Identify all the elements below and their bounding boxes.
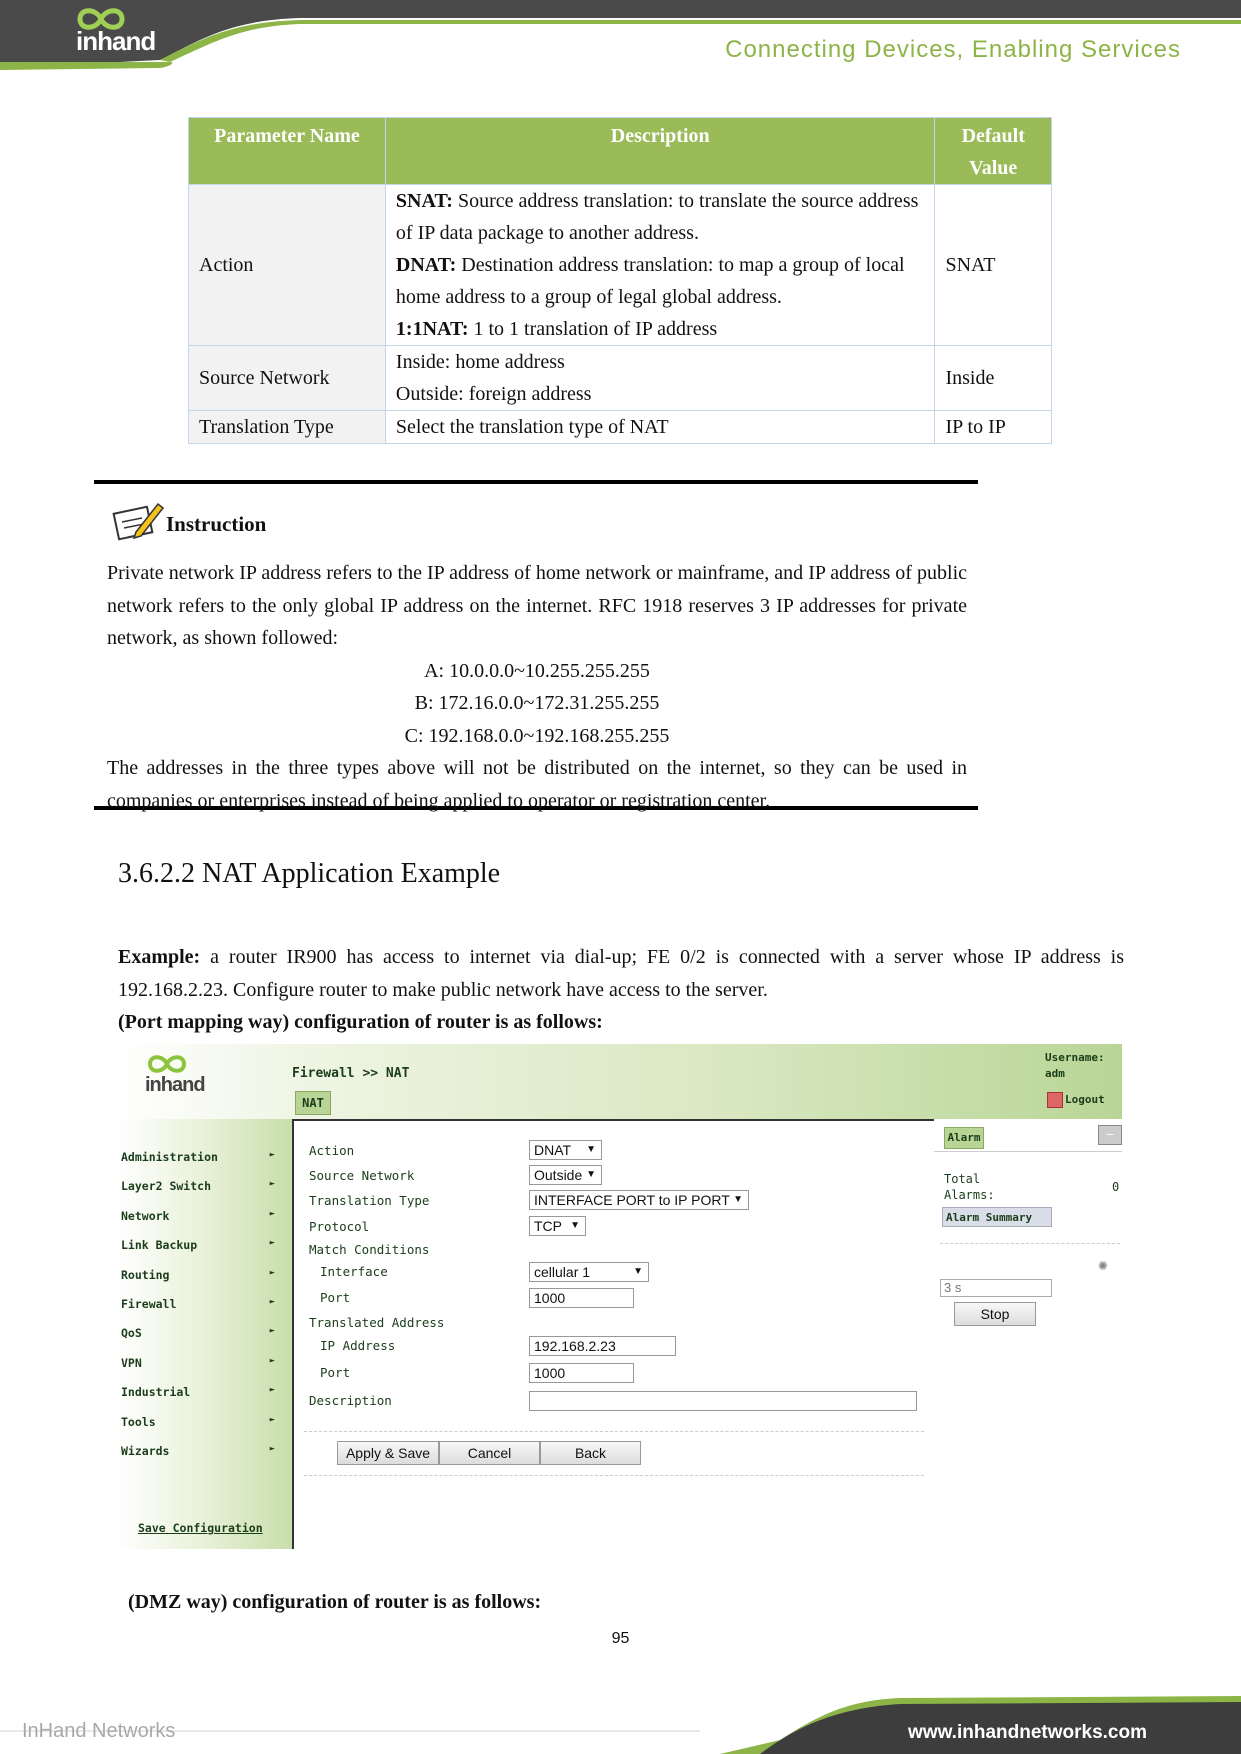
translated-port-label: Port xyxy=(320,1365,351,1380)
source-network-select[interactable]: Outside ▼ xyxy=(529,1165,602,1185)
page-footer xyxy=(0,1690,1241,1754)
table-row xyxy=(189,346,1052,411)
chevron-right-icon: ► xyxy=(269,1297,275,1307)
chevron-right-icon: ► xyxy=(269,1415,275,1425)
alarm-summary-link[interactable]: Alarm Summary xyxy=(942,1207,1052,1227)
chevron-right-icon: ► xyxy=(269,1444,275,1454)
dropdown-arrow-icon: ▼ xyxy=(570,1220,580,1231)
port-mapping-heading: (Port mapping way) configuration of router is as follows: xyxy=(118,1011,603,1033)
example-body: a router IR900 has access to internet via dial-up; FE 0/2 is connected with a server whose IP address is 192.168.2.23. Configure router to make public network have access to the server. xyxy=(118,946,1124,1001)
description-label: Description xyxy=(309,1393,392,1408)
sidebar-item-tools[interactable]: Tools ► xyxy=(121,1415,275,1429)
chevron-right-icon: ► xyxy=(269,1179,275,1189)
chevron-right-icon: ► xyxy=(269,1150,275,1160)
username-display: Username: adm xyxy=(1045,1051,1105,1080)
divider xyxy=(304,1431,924,1432)
ip-address-label: IP Address xyxy=(320,1338,396,1353)
desc-line: SNAT: Source address translation: to translate the source address of IP data package to another address. xyxy=(395,190,919,244)
save-configuration-link[interactable]: Save Configuration xyxy=(138,1521,263,1535)
sidebar-item-link-backup[interactable]: Link Backup ► xyxy=(121,1238,275,1252)
dmz-heading: (DMZ way) configuration of router is as follows: xyxy=(128,1591,542,1613)
sidebar-item-administration[interactable]: Administration ► xyxy=(121,1150,275,1164)
screenshot-topbar xyxy=(117,1044,1122,1119)
tab-alarm[interactable]: Alarm xyxy=(944,1127,984,1149)
sidebar-item-network[interactable]: Network ► xyxy=(121,1209,275,1223)
cancel-button[interactable]: Cancel xyxy=(439,1441,540,1465)
ip-address-input[interactable]: 192.168.2.23 xyxy=(529,1336,676,1356)
param-default: Inside xyxy=(935,346,1052,411)
divider xyxy=(940,1243,1120,1244)
sidebar-item-layer2-switch[interactable]: Layer2 Switch ► xyxy=(121,1179,275,1193)
dropdown-arrow-icon: ▼ xyxy=(586,1144,596,1155)
translation-type-select[interactable]: INTERFACE PORT to IP PORT ▼ xyxy=(529,1190,749,1210)
instruction-box xyxy=(94,480,978,810)
param-desc: Inside: home address Outside: foreign address xyxy=(385,346,935,411)
router-config-screenshot xyxy=(117,1044,1122,1549)
logout-link[interactable]: Logout xyxy=(1047,1092,1105,1108)
instruction-paragraph: Private network IP address refers to the IP address of home network or mainframe, and IP address of public network refers to the only global IP address on the internet. RFC 1918 reserves 3 IP addresses for private network, as shown followed: xyxy=(107,562,967,649)
column-header: Description xyxy=(385,118,935,185)
address-range: C: 192.168.0.0~192.168.255.255 xyxy=(404,724,670,747)
match-conditions-label: Match Conditions xyxy=(309,1242,430,1257)
sidebar-item-vpn[interactable]: VPN ► xyxy=(121,1356,275,1370)
action-select[interactable]: DNAT ▼ xyxy=(529,1140,602,1160)
nat-form xyxy=(292,1119,936,1549)
alarm-panel xyxy=(934,1119,1122,1549)
protocol-select[interactable]: TCP ▼ xyxy=(529,1216,586,1236)
param-name: Action xyxy=(189,185,386,346)
instruction-title: Instruction xyxy=(166,512,267,536)
screenshot-logo-text: inhand xyxy=(145,1074,205,1096)
param-desc xyxy=(385,185,935,346)
note-pencil-icon xyxy=(112,498,164,542)
footer-website[interactable]: www.inhandnetworks.com xyxy=(908,1722,1147,1743)
sidebar-item-firewall[interactable]: Firewall ► xyxy=(121,1297,275,1311)
interface-label: Interface xyxy=(320,1264,388,1279)
translated-address-label: Translated Address xyxy=(309,1315,445,1330)
param-default: SNAT xyxy=(935,185,1052,346)
chevron-right-icon: ► xyxy=(269,1326,275,1336)
sidebar-item-routing[interactable]: Routing ► xyxy=(121,1268,275,1282)
source-network-label: Source Network xyxy=(309,1168,415,1183)
logo-text: inhand xyxy=(76,26,156,56)
column-header xyxy=(935,118,1052,185)
match-port-input[interactable]: 1000 xyxy=(529,1288,634,1308)
page-number: 95 xyxy=(611,1630,630,1647)
sidebar-item-industrial[interactable]: Industrial ► xyxy=(121,1385,275,1399)
match-port-label: Port xyxy=(320,1290,351,1305)
refresh-interval-input[interactable]: 3 s xyxy=(940,1279,1052,1297)
interface-select[interactable]: cellular 1 ▼ xyxy=(529,1262,649,1282)
dropdown-arrow-icon: ▼ xyxy=(733,1194,743,1205)
chevron-right-icon: ► xyxy=(269,1238,275,1248)
column-header: Parameter Name xyxy=(189,118,386,185)
example-text xyxy=(118,941,1124,1039)
default-value-header: Default Value xyxy=(961,125,1025,179)
desc-line: DNAT: Destination address translation: to map a group of local home address to a group of legal global address. xyxy=(395,254,905,308)
instruction-text xyxy=(107,557,967,817)
example-label: Example: xyxy=(118,946,201,968)
divider xyxy=(934,1151,1122,1152)
divider xyxy=(304,1475,924,1476)
chevron-right-icon: ► xyxy=(269,1356,275,1366)
description-input[interactable] xyxy=(529,1391,917,1411)
param-name: Source Network xyxy=(189,346,386,411)
header-tagline: Connecting Devices, Enabling Services xyxy=(725,36,1181,63)
stop-button[interactable]: Stop xyxy=(954,1302,1036,1326)
param-desc: Select the translation type of NAT xyxy=(385,411,935,444)
section-title: 3.6.2.2 NAT Application Example xyxy=(118,858,501,889)
param-name: Translation Type xyxy=(189,411,386,444)
protocol-label: Protocol xyxy=(309,1219,370,1234)
chevron-right-icon: ► xyxy=(269,1385,275,1395)
dropdown-arrow-icon: ▼ xyxy=(586,1169,596,1180)
translated-port-input[interactable]: 1000 xyxy=(529,1363,634,1383)
loading-spinner-icon: ✺ xyxy=(1098,1255,1108,1274)
instruction-paragraph: The addresses in the three types above will not be distributed on the internet, so they can be used in companies or enterprises instead of being applied to operator or registration center. xyxy=(107,757,967,812)
tab-nat[interactable]: NAT xyxy=(295,1091,331,1115)
translation-type-label: Translation Type xyxy=(309,1193,430,1208)
desc-line: 1:1NAT: 1 to 1 translation of IP address xyxy=(395,318,718,340)
table-row xyxy=(189,411,1052,444)
back-button[interactable]: Back xyxy=(540,1441,641,1465)
logout-icon xyxy=(1047,1092,1063,1108)
address-range: B: 172.16.0.0~172.31.255.255 xyxy=(414,692,660,714)
logo-icon xyxy=(147,1052,187,1076)
param-default: IP to IP xyxy=(935,411,1052,444)
apply-save-button[interactable]: Apply & Save xyxy=(337,1441,439,1465)
minimize-button[interactable]: — xyxy=(1098,1125,1122,1145)
sidebar-item-wizards[interactable]: Wizards ► xyxy=(121,1444,275,1458)
sidebar xyxy=(117,1119,292,1549)
chevron-right-icon: ► xyxy=(269,1209,275,1219)
total-alarms-value: 0 xyxy=(1112,1180,1120,1194)
dropdown-arrow-icon: ▼ xyxy=(633,1266,643,1277)
address-range: A: 10.0.0.0~10.255.255.255 xyxy=(424,659,650,682)
table-row xyxy=(189,185,1052,346)
table-header-row xyxy=(189,118,1052,185)
breadcrumb: Firewall >> NAT xyxy=(292,1066,410,1081)
chevron-right-icon: ► xyxy=(269,1268,275,1278)
parameter-table xyxy=(188,117,1052,444)
page-header xyxy=(0,0,1241,72)
instruction-header xyxy=(112,498,267,544)
total-alarms-label: Total Alarms: xyxy=(944,1172,995,1202)
footer-company: InHand Networks xyxy=(22,1720,176,1742)
sidebar-item-qos[interactable]: QoS ► xyxy=(121,1326,275,1340)
action-label: Action xyxy=(309,1143,355,1158)
